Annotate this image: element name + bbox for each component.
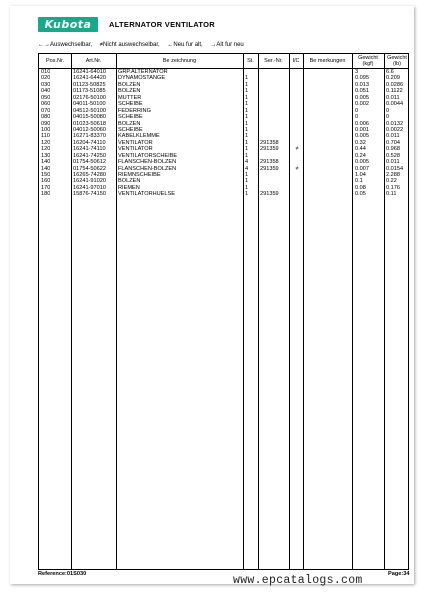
cell-pos: 080 [41,114,51,121]
cell-wkg: 3 [355,69,359,75]
cell-art: 16271-83370 [73,133,106,140]
cell-pos: 020 [41,75,51,82]
cell-wkg: 1.04 [355,172,366,178]
cell-wkg: 0.095 [355,75,369,82]
legend [38,41,250,50]
cell-pos: 010 [41,69,51,75]
col-header-weight-kgf: Gewicht (kgf) [358,55,378,67]
cell-art: 16241-64420 [73,75,106,82]
cell-bez: SCHEIBE [118,126,143,133]
cell-wlb: 0.528 [386,152,400,159]
col-header-pos: Pos.Nr. [45,58,65,64]
legend-not-interchangeable: ≠Nicht auswechselbar, [99,42,160,48]
cell-art: 15876-74150 [73,191,106,198]
cell-wlb: 2.288 [386,172,400,178]
cell-wlb: 0.704 [386,139,400,146]
cell-art: 16241-91020 [73,178,106,185]
cell-wlb: 0.1122 [386,88,403,95]
cell-art: 02176-50100 [73,94,106,101]
cell-st: 1 [245,172,249,178]
col-header-art: Art.Nr. [85,58,102,64]
cell-wkg: 0 [355,114,359,121]
cell-bez: KABELKLEMME [118,133,160,140]
cell-art: 01754-50612 [73,159,106,166]
watermark: www.epcatalogs.com [233,574,363,587]
cell-art: 01173-51085 [73,88,106,95]
cell-wkg: 0.08 [355,184,366,191]
cell-art: 16265-74280 [73,172,106,178]
cell-wkg: 0.24 [355,152,366,159]
cell-bez: SCHEIBE [118,114,143,121]
cell-bez: RIEMEN [118,184,140,191]
cell-wlb: 0.209 [386,75,400,82]
legend-interchangeable: ←→Auswechselbar, [38,42,93,48]
cell-pos: 060 [41,101,51,108]
cell-bez: VENTILATOR [118,146,153,153]
cell-wlb: 0.176 [386,184,400,191]
cell-ser: 291359 [260,146,279,153]
cell-st: 4 [245,159,249,166]
cell-wkg: 0.007 [355,165,369,172]
cell-st: 1 [245,81,249,88]
cell-st: 1 [245,126,249,133]
cell-wkg: 0.005 [355,133,369,140]
cell-art: 16241-97010 [73,184,106,191]
legend-new-for-old: ←Neu fur alt, [167,42,203,48]
col-header-ser: Ser.-Nr. [264,58,283,64]
cell-wkg: 0.005 [355,94,369,101]
cell-wlb: 0.0044 [386,101,404,108]
cell-pos: 170 [41,184,51,191]
cell-pos: 100 [41,126,51,133]
cell-art: 01123-50825 [73,81,106,88]
cell-wkg: 0.006 [355,120,369,127]
cell-wlb: 0.968 [386,146,400,153]
table-row [39,191,408,197]
kubota-logo: Kubota [38,17,98,32]
cell-pos: 120 [41,146,51,153]
col-header-st: St. [247,58,254,64]
cell-st: 1 [245,88,249,95]
cell-art: 16241-64010 [73,69,106,75]
cell-bez: SCHEIBE [118,101,143,108]
cell-wkg: 0.002 [355,101,369,108]
cell-bez: VENTILATORHUELSE [118,191,175,198]
cell-bez: GRP.ALTERNATOR [118,69,168,75]
cell-wlb: 0.011 [386,133,400,140]
cell-wlb: 0.0132 [386,120,404,127]
cell-wlb: 0.0022 [386,126,404,133]
reference-number: Reference:01S030 [38,571,87,577]
cell-ser: 291358 [260,139,279,146]
cell-bez: RIEMNSCHEIBE [118,172,161,178]
cell-pos: 110 [41,133,50,140]
cell-wlb: 0 [386,107,390,114]
cell-pos: 090 [41,120,51,127]
col-header-bez: Be zeichnung [162,58,197,64]
parts-table [38,53,409,570]
cell-pos: 030 [41,81,51,88]
cell-bez: FLANSCHEN-BOLZEN [118,159,177,166]
cell-st: 1 [245,75,249,82]
cell-wlb: 0.0154 [386,165,404,172]
cell-wkg: 0.05 [355,191,366,198]
cell-pos: 120 [41,139,51,146]
cell-art: 04512-50100 [73,107,106,114]
cell-bez: BOLZEN [118,88,141,95]
cell-st: 1 [245,184,249,191]
cell-bez: MUTTER [118,94,142,101]
cell-wkg: 0.44 [355,146,366,153]
cell-st: 1 [245,101,249,108]
cell-st: 4 [245,165,249,172]
cell-st: 1 [245,114,249,121]
legend-old-for-new: →Alt fur neu [210,42,244,48]
cell-art: 04015-50080 [73,114,106,121]
cell-bez: VENTILATOR [118,139,153,146]
cell-pos: 150 [41,172,51,178]
table-body [39,69,408,198]
cell-art: 01023-50618 [73,120,106,127]
cell-ser: 291359 [260,191,279,198]
cell-pos: 140 [41,159,51,166]
cell-bez: FLANSCHEN-BOLZEN [118,165,177,172]
cell-bez: BOLZEN [118,120,141,127]
cell-pos: 140 [41,165,51,172]
cell-ic: ≠ [295,165,299,172]
cell-st: 1 [245,178,249,185]
cell-wkg: 0.32 [355,139,366,146]
cell-wkg: 0.051 [355,88,369,95]
cell-bez: BOLZEN [118,178,141,185]
cell-st: 1 [245,139,249,146]
cell-wkg: 0.001 [355,126,369,133]
cell-wlb: 0.22 [386,178,397,185]
cell-wkg: 0.013 [355,81,369,88]
cell-art: 16241-74250 [73,152,106,159]
cell-wlb: 6.6 [386,69,394,75]
cell-st: 1 [245,120,249,127]
cell-art: 16241-74110 [73,146,106,153]
cell-wlb: 0.011 [386,94,400,101]
cell-wlb: 0.011 [386,159,400,166]
cell-pos: 050 [41,94,51,101]
cell-art: 01754-50622 [73,165,106,172]
cell-bez: FEDERRING [118,107,151,114]
cell-wkg: 0.1 [355,178,363,185]
cell-bez: BOLZEN [118,81,141,88]
cell-ic: ≠ [295,146,299,153]
cell-pos: 160 [41,178,51,185]
cell-pos: 070 [41,107,51,114]
cell-art: 04012-50060 [73,126,106,133]
cell-wlb: 0.11 [386,191,397,198]
cell-pos: 040 [41,88,51,95]
cell-ser: 291358 [260,159,279,166]
page-number: Page:34 [388,571,410,577]
cell-st: 1 [245,94,249,101]
cell-st: 1 [245,191,249,198]
cell-st: 1 [245,152,249,159]
cell-pos: 130 [41,152,51,159]
cell-wlb: 0 [386,114,390,121]
cell-bez: VENTILATORSCHEIBE [118,152,178,159]
cell-pos: 180 [41,191,51,198]
cell-bez: DYNAMOSTANGE [118,75,166,82]
cell-art: 16204-74110 [73,139,106,146]
page-title: ALTERNATOR VENTILATOR [109,20,216,29]
cell-wkg: 0.005 [355,159,369,166]
col-header-bem: Be merkungen [309,58,346,64]
cell-st: 1 [245,107,249,114]
cell-st: 1 [245,146,249,153]
col-header-weight-lb: Gewicht (lb) [387,55,407,67]
col-header-ic: I/C [292,58,300,64]
cell-st: 1 [245,133,249,140]
cell-wkg: 0 [355,107,359,114]
cell-ser: 291359 [260,165,279,172]
cell-art: 04011-50100 [73,101,106,108]
cell-wlb: 0.0286 [386,81,404,88]
